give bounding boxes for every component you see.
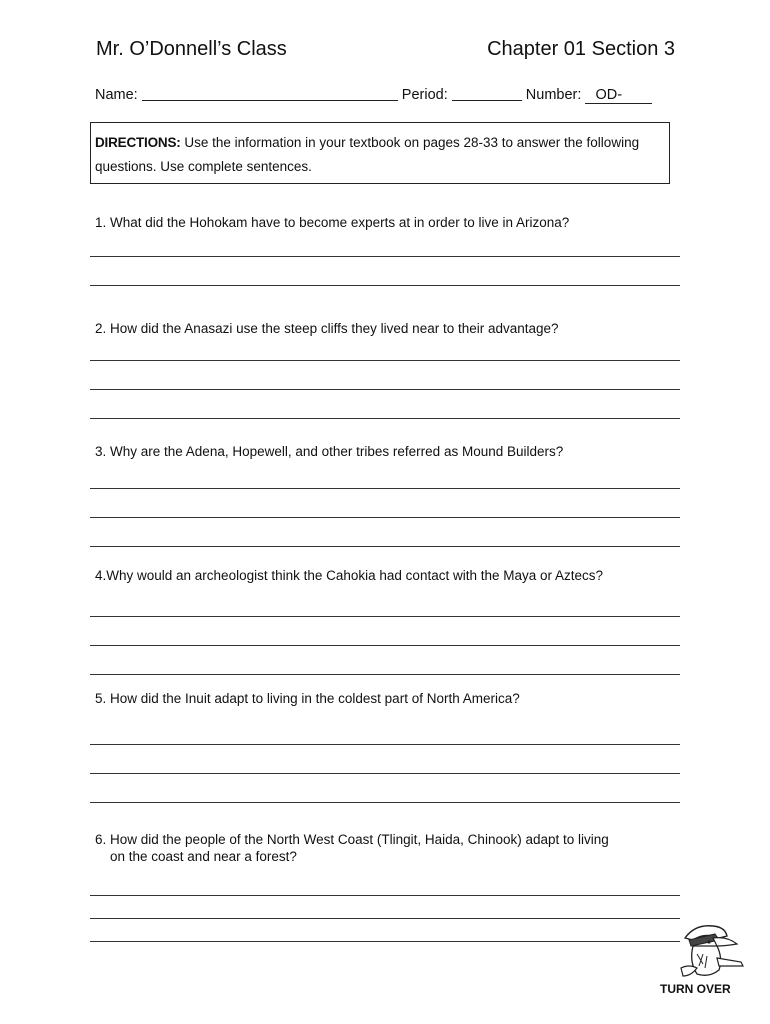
answer-line[interactable] (90, 773, 680, 774)
period-label: Period: (401, 87, 448, 103)
answer-line[interactable] (90, 546, 680, 547)
question-6: 6. How did the people of the North West Coast (Tlingit, Haida, Chinook) adapt to living (95, 832, 609, 847)
number-label: Number: (525, 87, 582, 103)
answer-line[interactable] (90, 360, 680, 361)
question-6-continued: on the coast and near a forest? (110, 849, 297, 864)
answer-line[interactable] (90, 941, 680, 942)
answer-line[interactable] (90, 418, 680, 419)
question-5: 5. How did the Inuit adapt to living in the coldest part of North America? (95, 691, 520, 706)
directions-label: DIRECTIONS: (95, 135, 181, 150)
class-title: Mr. O’Donnell’s Class (96, 38, 287, 60)
answer-line[interactable] (90, 645, 680, 646)
answer-line[interactable] (90, 517, 680, 518)
answer-line[interactable] (90, 256, 680, 257)
answer-line[interactable] (90, 488, 680, 489)
name-field[interactable] (142, 86, 398, 101)
answer-line[interactable] (90, 389, 680, 390)
directions-text: Use the information in your textbook on pages 28-33 to answer the following questions. Use complete sentences. (95, 135, 640, 174)
answer-line[interactable] (90, 918, 680, 919)
period-field[interactable] (452, 86, 522, 101)
answer-line[interactable] (90, 674, 680, 675)
student-info-row (95, 86, 652, 104)
question-4: 4.Why would an archeologist think the Cahokia had contact with the Maya or Aztecs? (95, 568, 604, 583)
number-field[interactable] (585, 87, 652, 104)
section-title: Chapter 01 Section 3 (487, 38, 675, 60)
answer-line[interactable] (90, 285, 680, 286)
question-3: 3. Why are the Adena, Hopewell, and other tribes referred as Mound Builders? (95, 444, 564, 459)
number-prefix: OD- (595, 87, 623, 103)
answer-line[interactable] (90, 616, 680, 617)
turn-over-label: TURN OVER (660, 982, 731, 996)
question-1: 1. What did the Hohokam have to become experts at in order to live in Arizona? (95, 215, 570, 230)
answer-line[interactable] (90, 802, 680, 803)
answer-line[interactable] (90, 895, 680, 896)
name-label: Name: (95, 87, 138, 103)
question-2: 2. How did the Anasazi use the steep cliffs they lived near to their advantage? (95, 321, 559, 336)
answer-line[interactable] (90, 744, 680, 745)
directions-box (90, 122, 670, 184)
pointing-bird-icon (675, 918, 747, 982)
